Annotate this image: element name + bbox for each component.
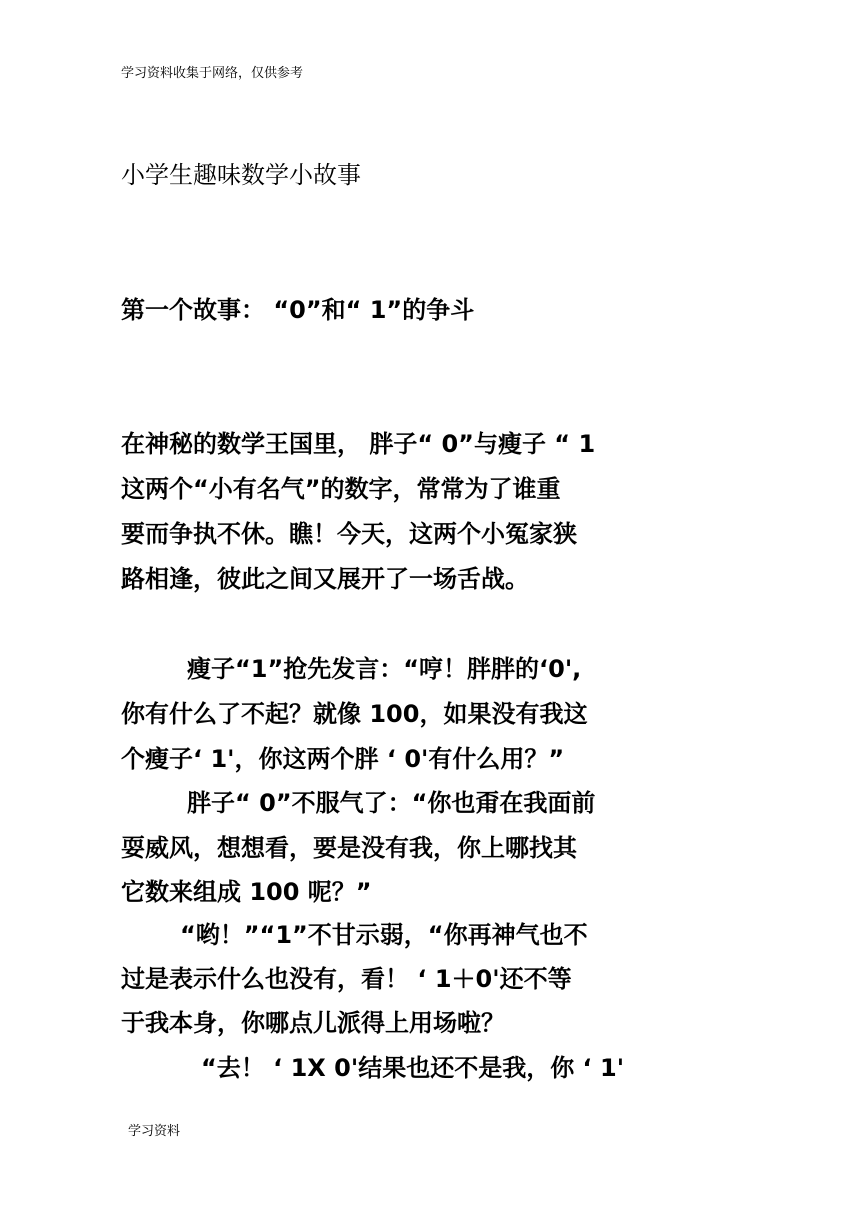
body-line: 于我本身，你哪点儿派得上用场啦？ (121, 1009, 505, 1037)
body-line: 这两个“小有名气”的数字，常常为了谁重 (121, 475, 561, 503)
body-line: “哟！”“1”不甘示弱，“你再神气也不 (180, 921, 588, 949)
document-title: 小学生趣味数学小故事 (121, 161, 361, 189)
body-line: 个瘦子‘ 1'，你这两个胖 ‘ 0'有什么用？” (121, 745, 565, 773)
body-line: 它数来组成 100 呢？” (121, 878, 372, 906)
footer-note: 学习资料 (128, 1124, 181, 1139)
header-note: 学习资料收集于网络，仅供参考 (121, 66, 304, 81)
body-line: 过是表示什么也没有，看！ ‘ 1＋0'还不等 (121, 965, 572, 993)
body-line: 瘦子“1”抢先发言：“哼！胖胖的‘0', (187, 655, 582, 683)
body-line: 耍威风，想想看，要是没有我，你上哪找其 (121, 834, 577, 862)
body-line: “去！ ‘ 1X 0'结果也还不是我，你 ‘ 1' (201, 1054, 625, 1082)
body-line: 要而争执不休。瞧！今天，这两个小冤家狭 (121, 520, 577, 548)
body-line: 你有什么了不起？就像 100，如果没有我这 (121, 700, 588, 728)
body-line: 在神秘的数学王国里， 胖子“ 0”与瘦子 “ 1 (121, 430, 596, 458)
body-line: 胖子“ 0”不服气了：“你也甭在我面前 (187, 789, 596, 817)
body-line: 路相逢，彼此之间又展开了一场舌战。 (121, 565, 529, 593)
story-title: 第一个故事： “0”和“ 1”的争斗 (121, 296, 475, 324)
